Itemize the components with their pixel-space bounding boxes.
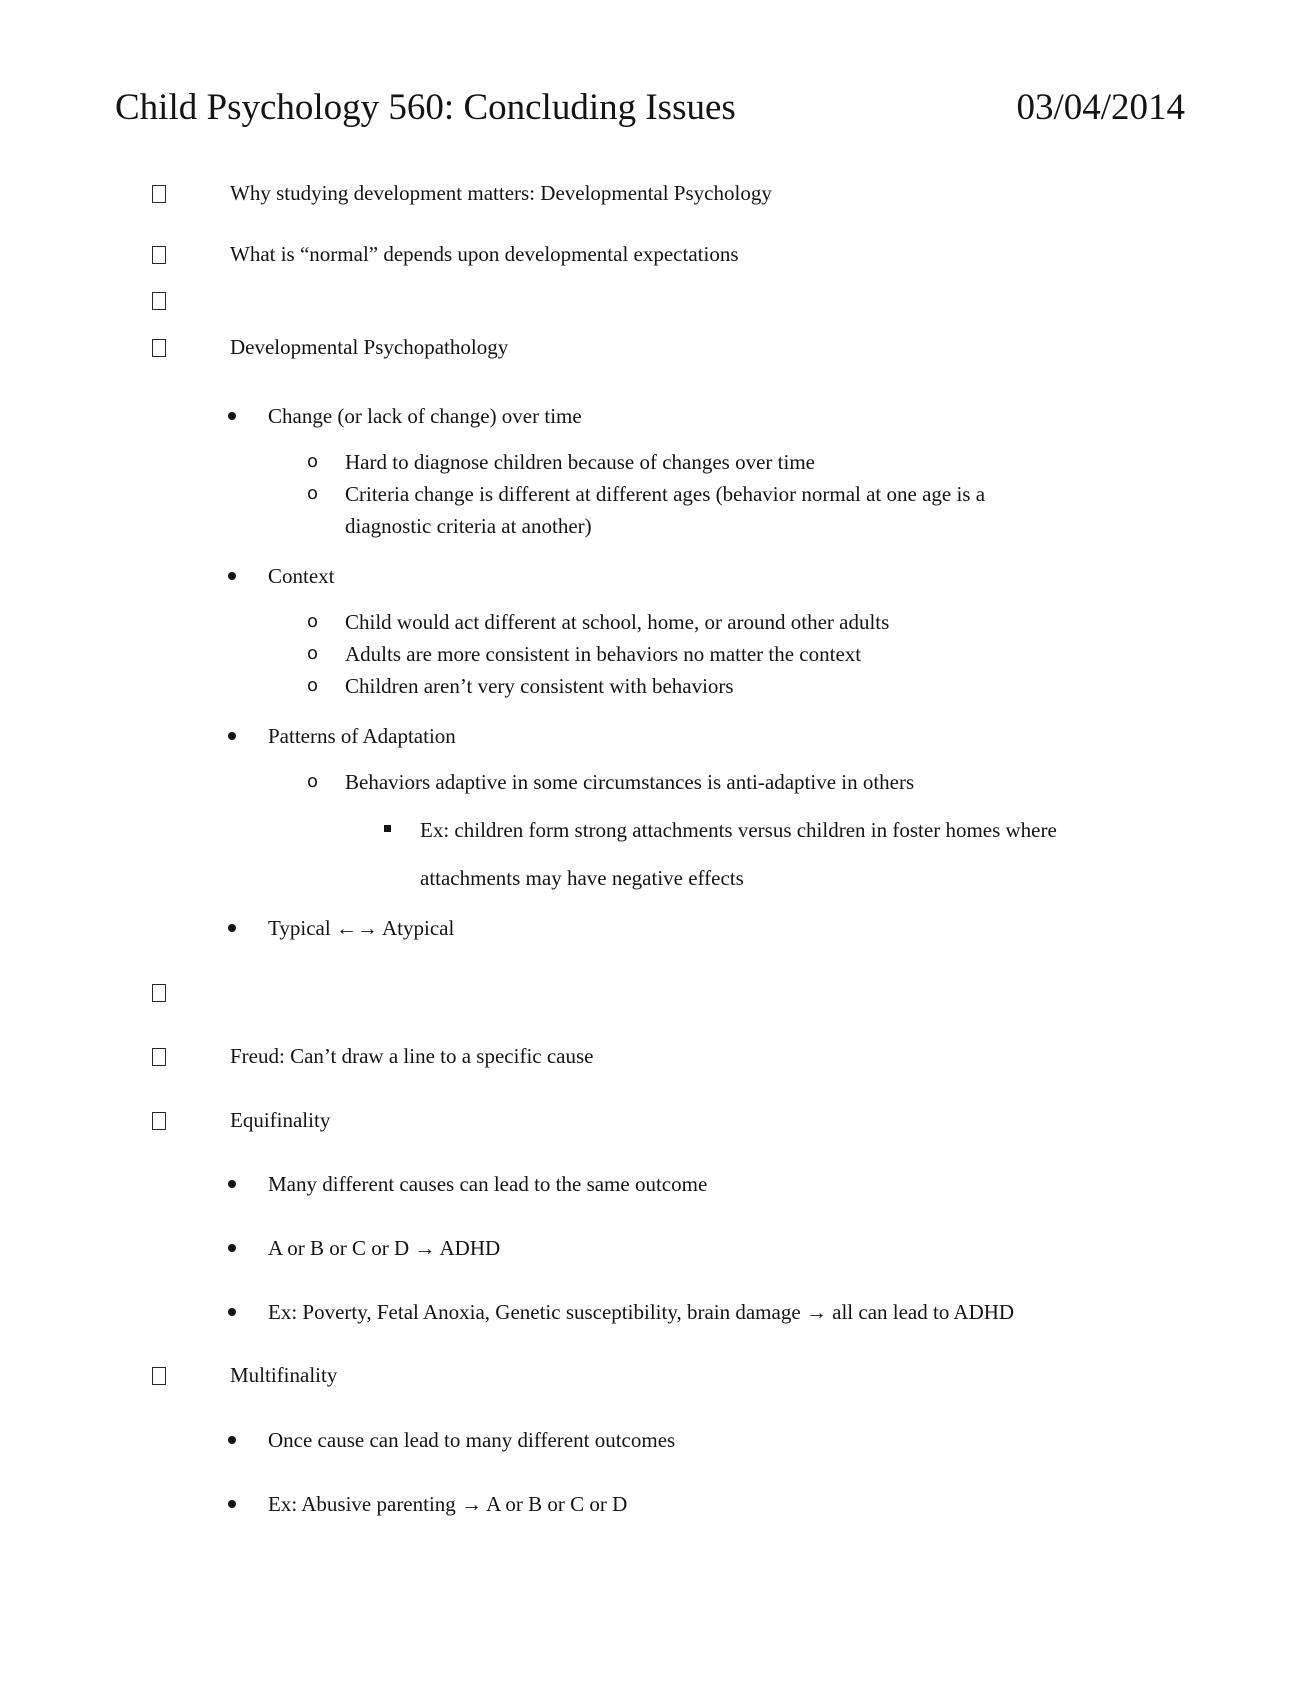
missing-glyph-box-icon (152, 1112, 166, 1130)
note-item: Why studying development matters: Developmental Psychology (230, 181, 772, 205)
bullet-dot-icon (228, 572, 236, 580)
missing-glyph-box-icon (152, 984, 166, 1002)
missing-glyph-box-icon (152, 1048, 166, 1066)
note-item: Developmental Psychopathology (230, 335, 509, 359)
bullet-circle-icon: o (307, 771, 319, 792)
missing-glyph-box-icon (152, 339, 166, 357)
note-subsubitem: Behaviors adaptive in some circumstances is anti-adaptive in others (345, 770, 915, 794)
note-subsubitem: Criteria change is different at different ages (behavior normal at one age is a (345, 482, 986, 506)
note-subitem: Many different causes can lead to the same outcome (268, 1172, 708, 1196)
bullet-circle-icon: o (307, 643, 319, 664)
note-subsubitem: Children aren’t very consistent with behaviors (345, 674, 734, 698)
note-subsubitem: Hard to diagnose children because of changes over time (345, 450, 815, 474)
note-detail: Ex: children form strong attachments versus children in foster homes where (420, 818, 1057, 842)
note-subitem: Patterns of Adaptation (268, 724, 456, 748)
note-subsubitem-continued: diagnostic criteria at another) (345, 514, 592, 538)
bullet-circle-icon: o (307, 611, 319, 632)
bullet-dot-icon (228, 1180, 236, 1188)
bullet-dot-icon (228, 1500, 236, 1508)
bullet-dot-icon (228, 1308, 236, 1316)
note-subitem: Context (268, 564, 335, 588)
bullet-dot-icon (228, 412, 236, 420)
note-subsubitem: Child would act different at school, home, or around other adults (345, 610, 890, 634)
note-subitem: Ex: Poverty, Fetal Anoxia, Genetic susceptibility, brain damage → all can lead to ADHD (268, 1300, 1015, 1324)
note-detail-continued: attachments may have negative effects (420, 866, 744, 890)
bullet-circle-icon: o (307, 483, 319, 504)
bullet-dot-icon (228, 732, 236, 740)
bullet-dot-icon (228, 924, 236, 932)
bullet-dot-icon (228, 1436, 236, 1444)
note-subitem: Typical ←→ Atypical (268, 916, 455, 940)
page-title: Child Psychology 560: Concluding Issues (115, 87, 736, 128)
note-subitem: A or B or C or D → ADHD (268, 1236, 501, 1260)
missing-glyph-box-icon (152, 185, 166, 203)
missing-glyph-box-icon (152, 292, 166, 310)
bullet-dot-icon (228, 1244, 236, 1252)
note-item: Multifinality (230, 1363, 338, 1387)
note-item: Freud: Can’t draw a line to a specific cause (230, 1044, 594, 1068)
bullet-circle-icon: o (307, 675, 319, 696)
note-subitem: Change (or lack of change) over time (268, 404, 582, 428)
note-subsubitem: Adults are more consistent in behaviors no matter the context (345, 642, 862, 666)
note-item: What is “normal” depends upon developmental expectations (230, 242, 739, 266)
note-item: Equifinality (230, 1108, 331, 1132)
missing-glyph-box-icon (152, 246, 166, 264)
bullet-circle-icon: o (307, 451, 319, 472)
note-subitem: Once cause can lead to many different outcomes (268, 1428, 676, 1452)
bullet-square-icon (384, 825, 391, 832)
page-header (115, 78, 1185, 138)
missing-glyph-box-icon (152, 1367, 166, 1385)
note-subitem: Ex: Abusive parenting → A or B or C or D (268, 1492, 628, 1516)
page-date: 03/04/2014 (1016, 87, 1185, 128)
